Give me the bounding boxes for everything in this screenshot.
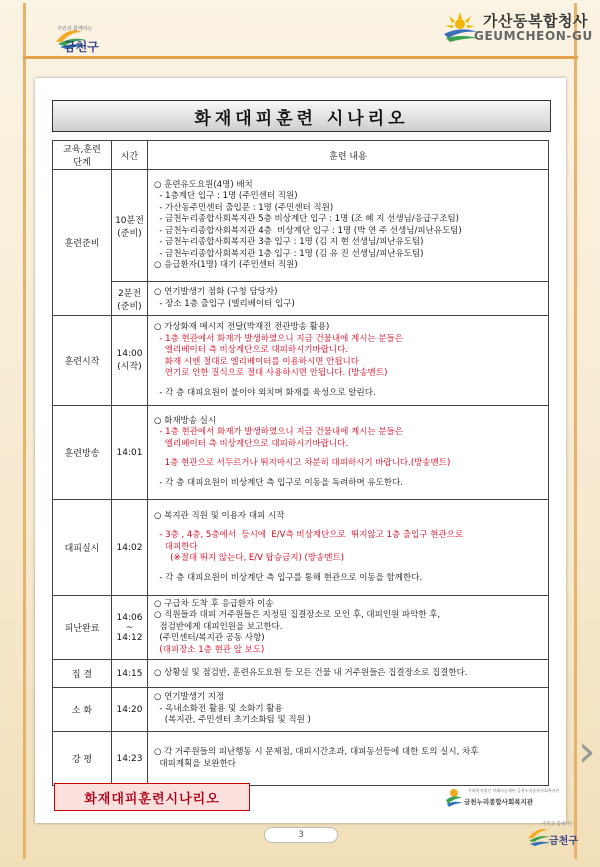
stage-cell: 집 결 — [53, 660, 112, 688]
table-row — [53, 282, 549, 316]
content-cell — [148, 282, 549, 316]
table-row — [53, 596, 549, 660]
logo-left-name: 금천구 — [64, 40, 99, 54]
schedule-table — [52, 140, 549, 786]
content-cell — [148, 170, 549, 282]
table-row — [53, 500, 549, 596]
left-border — [23, 3, 26, 859]
time-cell: 14:20 — [112, 688, 148, 732]
table-row — [53, 316, 549, 406]
content-line: 화재 시엔 절대로 엘리베이터를 이용하시면 안됩니다 — [154, 356, 359, 367]
content-line: - 3층 , 4층, 5층에서 등시에 E/V측 비상계단으로 뛰지않고 1층 출입구 현관으로 — [154, 530, 464, 541]
stage-cell: 훈련시작 — [53, 316, 112, 406]
document-page — [35, 78, 566, 823]
stage-cell: 소 화 — [53, 688, 112, 732]
table-row — [53, 732, 549, 786]
content-line: 엘리베이터 측 비상계단으로 대피하시기바랍니다. — [154, 345, 349, 355]
time-cell: 14:02 — [112, 500, 148, 596]
content-line — [154, 565, 542, 573]
content-line: (대피장소 1층 현관 앞 보도) — [154, 644, 265, 655]
document-title: 화재대피훈련 시나리오 — [52, 100, 551, 132]
time-cell: 14:06 ~ 14:12 — [112, 596, 148, 660]
content-line: 엘리베이터 측 비상계단으로 대피하시기바랍니다. — [154, 438, 349, 449]
content-line: ○ 화재방송 실시 — [154, 415, 217, 426]
footer-logo-caption: 사회복지법인 미래나눔재단 금천누리종합사회복지관 — [468, 788, 560, 793]
content-cell — [148, 406, 549, 500]
footer-logo-name: 금천누리종합사회복지관 — [464, 798, 534, 806]
content-line: ○ 각 거주원들의 피난행동 시 문제점, 대피시간초과, 대피동선등에 대한 토의 실시, 차후 — [154, 747, 479, 757]
stage-cell: 강 평 — [53, 732, 112, 786]
content-line: 연기로 인한 질식으로 절대 사용하시면 안됩니다. (방송멘트) — [154, 368, 388, 378]
table-header-row — [53, 141, 549, 170]
stage-cell: 대피실시 — [53, 500, 112, 596]
content-line: 1층 현관으로 서두르거나 뛰지마시고 차분히 대피하시기 바랍니다.(방송멘트) — [154, 458, 451, 469]
content-line: - 각 층 대피요원이 비상계단 측 입구를 통해 현관으로 이동을 함께한다. — [154, 572, 423, 583]
content-line: - 1층 현관에서 화재가 발생하였으니 지금 건물내에 계시는 분들은 — [154, 427, 403, 438]
content-line: - 금천누리종합사회복지관 5층 비상계단 입구 : 1명 (조 혜 지 선생님/응급구조팀) — [154, 214, 459, 224]
stage-cell: 훈련방송 — [53, 406, 112, 500]
table-row — [53, 688, 549, 732]
content-line: 대피계획을 보완한다 — [154, 758, 237, 769]
table-row — [53, 170, 549, 282]
content-line: - 금천누리종합사회복지관 3층 입구 : 1명 (김 지 현 선생님/피난유도팀) — [154, 237, 424, 247]
content-cell — [148, 500, 549, 596]
header-divider — [23, 56, 578, 59]
column-header-stage: 교육,훈련 단계 — [53, 141, 112, 170]
content-line: - 금천누리종합사회복지관 4층 비상계단 입구 : 1명 (박 연 주 선생님/피난유도팀) — [154, 225, 462, 236]
content-line: (주민센터/복지관 공동 사항) — [154, 633, 265, 644]
column-header-time: 시간 — [112, 141, 148, 170]
content-line: (※절대 뛰지 않는다, E/V 탑승금지) (방송멘트) — [154, 553, 345, 564]
time-cell: 10분전 (준비) — [112, 170, 148, 282]
content-line: ○ 훈련유도요원(4명) 배치 — [154, 179, 253, 190]
content-cell — [148, 596, 549, 660]
right-border — [574, 3, 577, 859]
time-cell: 14:00 (시작) — [112, 316, 148, 406]
content-line: ○ 연기발생기 지정 — [154, 692, 225, 703]
content-line: ○ 복지관 직원 및 이용자 대피 시작 — [154, 510, 285, 521]
content-line: ○ 연기발생기 점화 (구청 담당자) — [154, 287, 278, 297]
content-line: - 옥내소화전 활용 및 소화기 활용 — [154, 703, 283, 714]
footer-caption: 화재대피훈련시나리오 — [54, 783, 250, 811]
content-line: - 장소 1층 출입구 (엘리베이터 입구) — [154, 298, 295, 309]
content-line: - 가산동주민센터 출입문 : 1명 (주민센터 직원) — [154, 202, 334, 213]
time-cell: 14:15 — [112, 660, 148, 688]
table-row — [53, 406, 549, 500]
time-cell: 2분전 (준비) — [112, 282, 148, 316]
stage-cell: 훈련준비 — [53, 170, 112, 316]
content-line: - 금천누리종합사회복지관 1층 입구 : 1명 (김 유 진 선생님/피난유도팀) — [154, 248, 424, 259]
stage-cell: 피난완료 — [53, 596, 112, 660]
content-line: - 1층계단 입구 : 1명 (주민센터 직원) — [154, 191, 298, 201]
content-line: ○ 구급차 도착 후 응급환자 이송 — [154, 598, 274, 609]
content-line: ○ 가상화재 메시지 전달(박재진 전관방송 활용) — [154, 322, 330, 332]
content-line: - 각 층 대피요원이 비상계단 측 입구로 이동을 독려하며 유도한다. — [154, 477, 403, 488]
bottom-logo-name: 금천구 — [549, 836, 578, 847]
brand-title: 가산동복합청사 — [483, 12, 588, 30]
table-row — [53, 660, 549, 688]
content-cell — [148, 316, 549, 406]
column-header-content: 훈련 내용 — [148, 141, 549, 170]
next-page-arrow-icon[interactable]: › — [578, 726, 596, 777]
content-cell — [148, 732, 549, 786]
content-line: ○ 응급환자(1명) 대기 (주민센터 직원) — [154, 260, 298, 270]
time-cell: 14:23 — [112, 732, 148, 786]
content-line: ○ 상황실 및 점검반, 훈련유도요원 등 모든 건물 내 거주원들은 집결장소로 집결한다. — [154, 667, 468, 678]
content-line: 대피한다 — [154, 541, 198, 552]
content-line: ○ 직원들과 대피 거주원들은 지정된 집결장소로 모인 후, 대피인원 파악한 후, — [154, 610, 441, 621]
bottom-logo-slogan: 주민과 함께하는 — [542, 822, 574, 827]
content-line: (복지관, 주민센터 초기소화팀 및 직원 ) — [154, 715, 311, 726]
content-line: 점검반에게 대피인원을 보고한다. — [154, 621, 283, 632]
content-cell — [148, 688, 549, 732]
page-number: 3 — [264, 827, 338, 843]
content-line: - 1층 현관에서 화재가 발생하였으니 지금 건물내에 계시는 분들은 — [154, 333, 403, 344]
content-line: - 각 층 대피요원이 불이야 외치며 화재를 육성으로 알린다. — [154, 387, 376, 398]
content-line — [154, 470, 542, 478]
logo-left-slogan: 주민과 함께하는 — [57, 26, 93, 32]
content-cell — [148, 660, 549, 688]
content-line — [154, 380, 542, 388]
brand-subtitle: GEUMCHEON-GU — [474, 29, 593, 43]
time-cell: 14:01 — [112, 406, 148, 500]
